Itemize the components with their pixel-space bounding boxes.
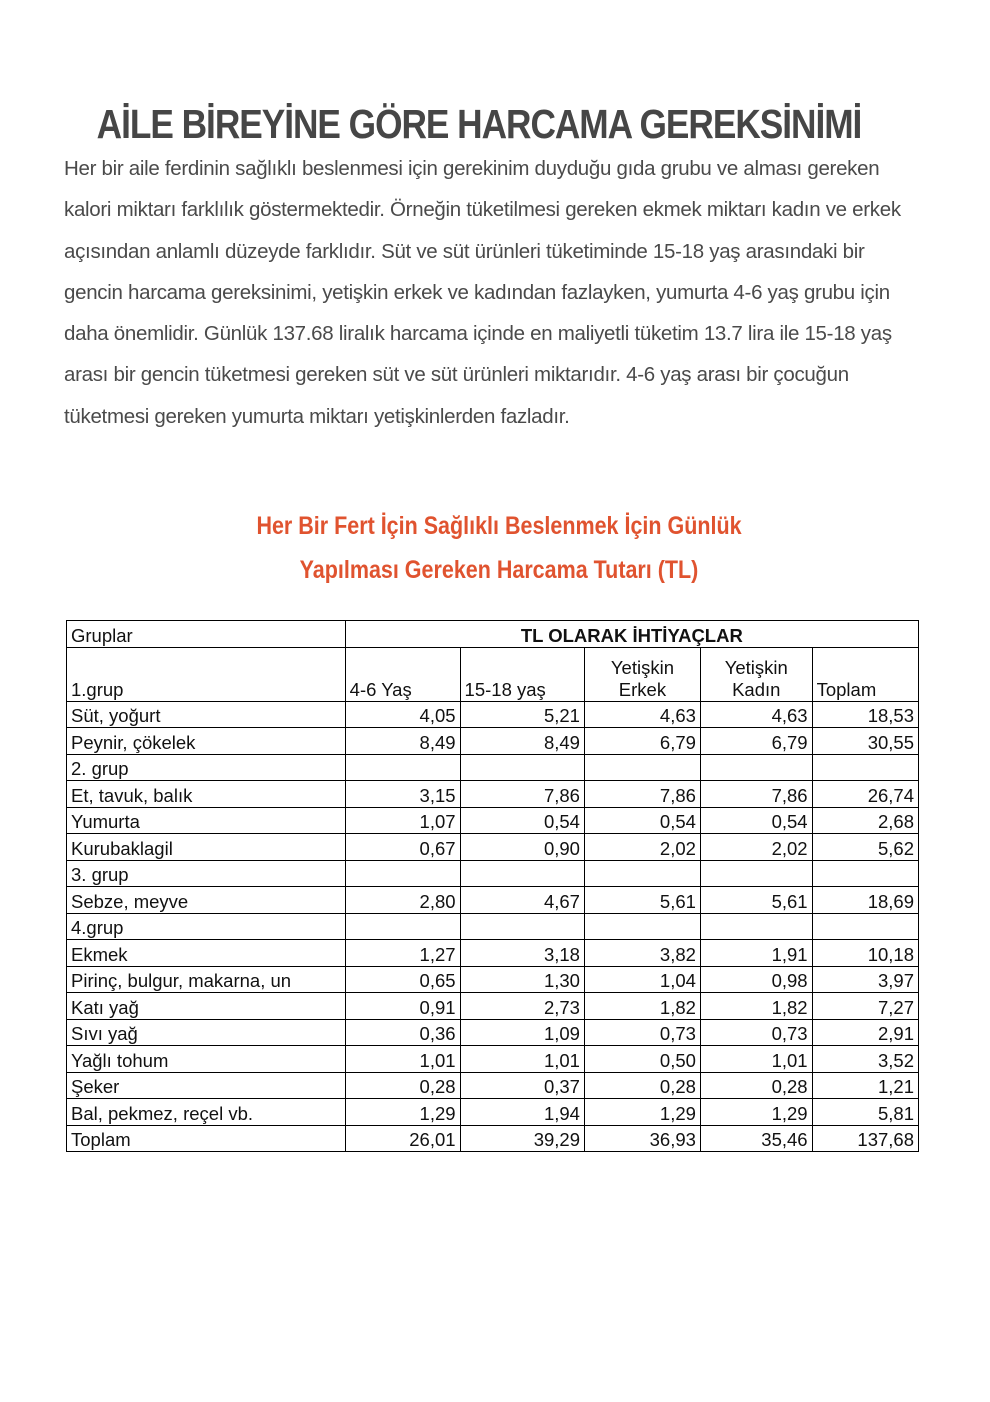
row-label: Şeker <box>67 1072 346 1099</box>
cell-15-18: 0,54 <box>460 807 584 834</box>
cell-4-6: 1,29 <box>345 1099 460 1126</box>
row-label: 2. grup <box>67 754 346 781</box>
row-label: Pirinç, bulgur, makarna, un <box>67 966 346 993</box>
cell-total: 2,91 <box>812 1019 918 1046</box>
cell-adult-female: 7,86 <box>700 781 812 808</box>
cell-4-6: 1,01 <box>345 1046 460 1073</box>
header-row-columns <box>67 647 919 701</box>
page-title: AİLE BİREYİNE GÖRE HARCAMA GEREKSİNİMİ <box>96 101 862 148</box>
table-row <box>67 913 919 940</box>
adult-male-line-1: Yetişkin <box>610 656 674 678</box>
cell-adult-male <box>584 913 700 940</box>
cell-4-6: 1,27 <box>345 940 460 967</box>
cell-15-18: 0,90 <box>460 834 584 861</box>
cell-total: 2,68 <box>812 807 918 834</box>
header-span-cell: TL OLARAK İHTİYAÇLAR <box>345 621 918 648</box>
expenditure-table <box>66 620 919 1152</box>
table-row <box>67 887 919 914</box>
cell-adult-male: 0,73 <box>584 1019 700 1046</box>
cell-total: 1,21 <box>812 1072 918 1099</box>
table-row <box>67 1125 919 1152</box>
cell-4-6: 3,15 <box>345 781 460 808</box>
column-header-4-6: 4-6 Yaş <box>345 647 460 701</box>
cell-total <box>812 754 918 781</box>
cell-15-18: 5,21 <box>460 701 584 728</box>
cell-4-6: 26,01 <box>345 1125 460 1152</box>
table-title-line-2: Yapılması Gereken Harcama Tutarı (TL) <box>299 556 699 584</box>
intro-paragraph <box>64 148 924 437</box>
cell-4-6: 1,07 <box>345 807 460 834</box>
cell-total: 18,53 <box>812 701 918 728</box>
cell-total: 3,52 <box>812 1046 918 1073</box>
adult-male-line-2: Erkek <box>618 678 667 700</box>
row-label: Ekmek <box>67 940 346 967</box>
cell-4-6 <box>345 754 460 781</box>
cell-adult-male: 4,63 <box>584 701 700 728</box>
row-label: Yağlı tohum <box>67 1046 346 1073</box>
cell-15-18: 0,37 <box>460 1072 584 1099</box>
cell-adult-female: 1,29 <box>700 1099 812 1126</box>
row-label: Bal, pekmez, reçel vb. <box>67 1099 346 1126</box>
cell-adult-female: 1,82 <box>700 993 812 1020</box>
row-label: Peynir, çökelek <box>67 728 346 755</box>
cell-15-18 <box>460 913 584 940</box>
cell-15-18: 1,01 <box>460 1046 584 1073</box>
table-row <box>67 1019 919 1046</box>
cell-4-6: 0,28 <box>345 1072 460 1099</box>
cell-adult-female: 1,91 <box>700 940 812 967</box>
adult-female-line-1: Yetişkin <box>724 656 788 678</box>
table-row <box>67 701 919 728</box>
cell-adult-male: 0,54 <box>584 807 700 834</box>
header-row-groups <box>67 621 919 648</box>
cell-total: 10,18 <box>812 940 918 967</box>
cell-total: 18,69 <box>812 887 918 914</box>
row-label: 3. grup <box>67 860 346 887</box>
cell-adult-female: 0,98 <box>700 966 812 993</box>
column-header-15-18: 15-18 yaş <box>460 647 584 701</box>
cell-adult-female <box>700 860 812 887</box>
cell-total <box>812 913 918 940</box>
row-label: Et, tavuk, balık <box>67 781 346 808</box>
cell-total: 7,27 <box>812 993 918 1020</box>
table-row <box>67 754 919 781</box>
cell-4-6 <box>345 860 460 887</box>
table-row <box>67 966 919 993</box>
cell-15-18: 4,67 <box>460 887 584 914</box>
cell-adult-female: 35,46 <box>700 1125 812 1152</box>
cell-total: 137,68 <box>812 1125 918 1152</box>
cell-adult-female: 2,02 <box>700 834 812 861</box>
adult-female-line-2: Kadın <box>732 678 781 700</box>
table-row <box>67 1072 919 1099</box>
cell-total: 26,74 <box>812 781 918 808</box>
cell-total: 5,62 <box>812 834 918 861</box>
table-title <box>70 504 928 592</box>
row-label: Sebze, meyve <box>67 887 346 914</box>
cell-15-18 <box>460 860 584 887</box>
cell-4-6 <box>345 913 460 940</box>
column-header-total: Toplam <box>812 647 918 701</box>
row-label: 4.grup <box>67 913 346 940</box>
table-row <box>67 1099 919 1126</box>
cell-adult-male: 1,82 <box>584 993 700 1020</box>
cell-adult-female <box>700 754 812 781</box>
cell-15-18: 1,94 <box>460 1099 584 1126</box>
cell-adult-female: 1,01 <box>700 1046 812 1073</box>
cell-adult-female: 0,28 <box>700 1072 812 1099</box>
table-row <box>67 807 919 834</box>
cell-15-18 <box>460 754 584 781</box>
row-label: Katı yağ <box>67 993 346 1020</box>
row-label: Süt, yoğurt <box>67 701 346 728</box>
cell-15-18: 3,18 <box>460 940 584 967</box>
column-header-adult-female <box>700 647 812 701</box>
cell-15-18: 2,73 <box>460 993 584 1020</box>
cell-4-6: 4,05 <box>345 701 460 728</box>
cell-total <box>812 860 918 887</box>
table-row <box>67 834 919 861</box>
intro-text: Her bir aile ferdinin sağlıklı beslenmesi için gerekinim duyduğu gıda grubu ve alması gereken kalori miktarı farklılık göstermektedir. Örneğin tüketilmesi gereken ekmek miktarı kadın ve erkek açısından anlamlı düzeyde farklıdır. Süt ve süt ürünleri tüketiminde 15-18 yaş arasındaki bir gencin harcama gereksinimi, yetişkin erkek ve kadından fazlayken, yumurta 4-6 yaş grubu için daha önemlidir. Günlük 137.68 liralık harcama içinde en maliyetli tüketim 13.7 lira ile 15-18 yaş arası bir gencin tüketmesi gereken süt ve süt ürünleri miktarıdır. 4-6 yaş arası bir çocuğun tüketmesi gereken yumurta miktarı yetişkinlerden fazladır. <box>64 157 901 428</box>
cell-4-6: 2,80 <box>345 887 460 914</box>
header-groups-cell: Gruplar <box>67 621 346 648</box>
table-row <box>67 781 919 808</box>
cell-adult-female: 5,61 <box>700 887 812 914</box>
cell-adult-male <box>584 754 700 781</box>
cell-adult-male: 36,93 <box>584 1125 700 1152</box>
cell-adult-female <box>700 913 812 940</box>
cell-adult-male: 1,04 <box>584 966 700 993</box>
cell-adult-female: 0,73 <box>700 1019 812 1046</box>
cell-4-6: 0,67 <box>345 834 460 861</box>
cell-4-6: 0,36 <box>345 1019 460 1046</box>
cell-4-6: 0,91 <box>345 993 460 1020</box>
cell-15-18: 8,49 <box>460 728 584 755</box>
cell-adult-male: 3,82 <box>584 940 700 967</box>
column-header-adult-male <box>584 647 700 701</box>
cell-adult-male: 0,28 <box>584 1072 700 1099</box>
column-header-group: 1.grup <box>67 647 346 701</box>
cell-4-6: 0,65 <box>345 966 460 993</box>
cell-adult-female: 4,63 <box>700 701 812 728</box>
cell-15-18: 1,30 <box>460 966 584 993</box>
cell-4-6: 8,49 <box>345 728 460 755</box>
cell-15-18: 1,09 <box>460 1019 584 1046</box>
table-row <box>67 1046 919 1073</box>
cell-15-18: 7,86 <box>460 781 584 808</box>
cell-adult-male: 7,86 <box>584 781 700 808</box>
cell-total: 5,81 <box>812 1099 918 1126</box>
cell-adult-female: 6,79 <box>700 728 812 755</box>
table-row <box>67 993 919 1020</box>
table-row <box>67 860 919 887</box>
cell-adult-male: 6,79 <box>584 728 700 755</box>
cell-total: 30,55 <box>812 728 918 755</box>
cell-adult-male: 2,02 <box>584 834 700 861</box>
row-label: Kurubaklagil <box>67 834 346 861</box>
table-row <box>67 940 919 967</box>
table-title-line-1: Her Bir Fert İçin Sağlıklı Beslenmek İçin Günlük <box>256 512 742 540</box>
cell-adult-male: 5,61 <box>584 887 700 914</box>
cell-adult-female: 0,54 <box>700 807 812 834</box>
table-row <box>67 728 919 755</box>
cell-total: 3,97 <box>812 966 918 993</box>
cell-adult-male: 0,50 <box>584 1046 700 1073</box>
row-label: Toplam <box>67 1125 346 1152</box>
cell-adult-male <box>584 860 700 887</box>
row-label: Sıvı yağ <box>67 1019 346 1046</box>
row-label: Yumurta <box>67 807 346 834</box>
cell-15-18: 39,29 <box>460 1125 584 1152</box>
cell-adult-male: 1,29 <box>584 1099 700 1126</box>
